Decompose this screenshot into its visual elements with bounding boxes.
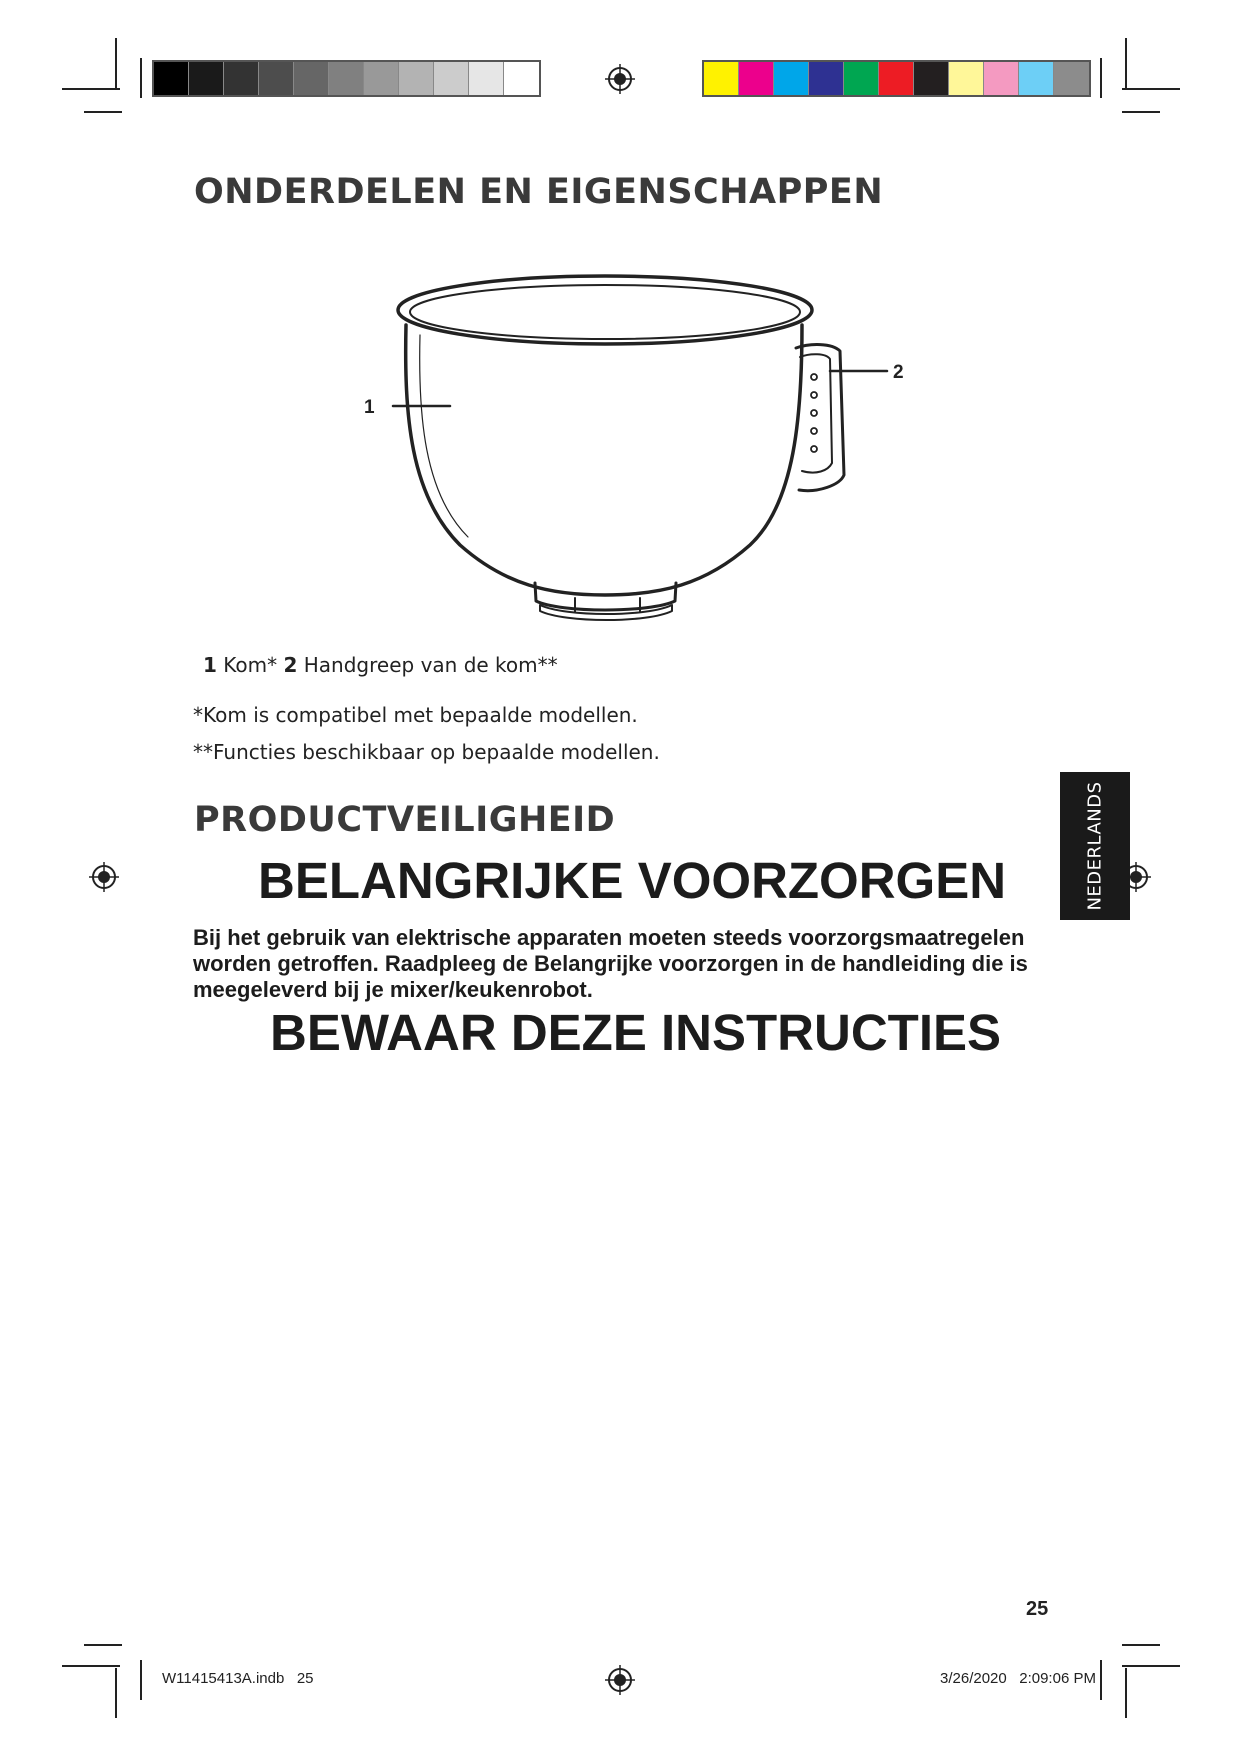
process-swatch — [774, 62, 809, 95]
gray-swatch — [364, 62, 399, 95]
language-tab — [1060, 772, 1130, 920]
gray-swatch — [259, 62, 294, 95]
save-instructions-heading: BEWAAR DEZE INSTRUCTIES — [270, 1004, 1002, 1061]
process-color-bar — [702, 60, 1091, 97]
process-swatch — [844, 62, 879, 95]
figure-caption — [203, 653, 558, 677]
gray-swatch — [154, 62, 189, 95]
gray-swatch — [294, 62, 329, 95]
callout-2-label: 2 — [893, 362, 904, 383]
footnote-bowl: *Kom is compatibel met bepaalde modellen. — [193, 703, 638, 727]
callout-1-label: 1 — [364, 397, 375, 418]
registration-mark-icon — [605, 1665, 635, 1695]
registration-mark-icon — [89, 862, 119, 892]
gray-swatch — [504, 62, 539, 95]
process-swatch — [704, 62, 739, 95]
caption-label-bowl: Kom* — [216, 653, 284, 677]
section-title-parts: ONDERDELEN EN EIGENSCHAPPEN — [194, 172, 884, 212]
gray-swatch — [399, 62, 434, 95]
caption-number-2: 2 — [283, 653, 298, 677]
footnote-features: **Functies beschikbaar op bepaalde modellen. — [193, 740, 660, 764]
mixing-bowl-icon — [393, 276, 887, 620]
process-swatch — [1054, 62, 1089, 95]
grayscale-color-bar — [152, 60, 541, 97]
language-tab-label: NEDERLANDS — [1084, 781, 1106, 911]
slug-timestamp: 3/26/2020 2:09:06 PM — [940, 1670, 1096, 1687]
slug-filename: W11415413A.indb 25 — [162, 1670, 314, 1687]
process-swatch — [739, 62, 774, 95]
gray-swatch — [434, 62, 469, 95]
caption-label-handle: Handgreep van de kom** — [297, 653, 558, 677]
registration-mark-icon — [605, 64, 635, 94]
gray-swatch — [189, 62, 224, 95]
process-swatch — [984, 62, 1019, 95]
process-swatch — [914, 62, 949, 95]
process-swatch — [809, 62, 844, 95]
safety-paragraph: Bij het gebruik van elektrische apparaten moeten steeds voorzorgsmaatregelen worden getroffen. Raadpleeg de Belangrijke voorzorgen in de handleiding die is meegeleverd bij je mixer/keukenrobot. — [193, 925, 1028, 1002]
process-swatch — [949, 62, 984, 95]
process-swatch — [1019, 62, 1054, 95]
page-number: 25 — [1026, 1598, 1049, 1620]
process-swatch — [879, 62, 914, 95]
gray-swatch — [224, 62, 259, 95]
bowl-illustration — [340, 265, 940, 625]
gray-swatch — [469, 62, 504, 95]
important-safeguards-heading: BELANGRIJKE VOORZORGEN — [258, 852, 1007, 909]
caption-number-1: 1 — [203, 653, 217, 677]
gray-swatch — [329, 62, 364, 95]
section-title-safety: PRODUCTVEILIGHEID — [194, 800, 616, 840]
